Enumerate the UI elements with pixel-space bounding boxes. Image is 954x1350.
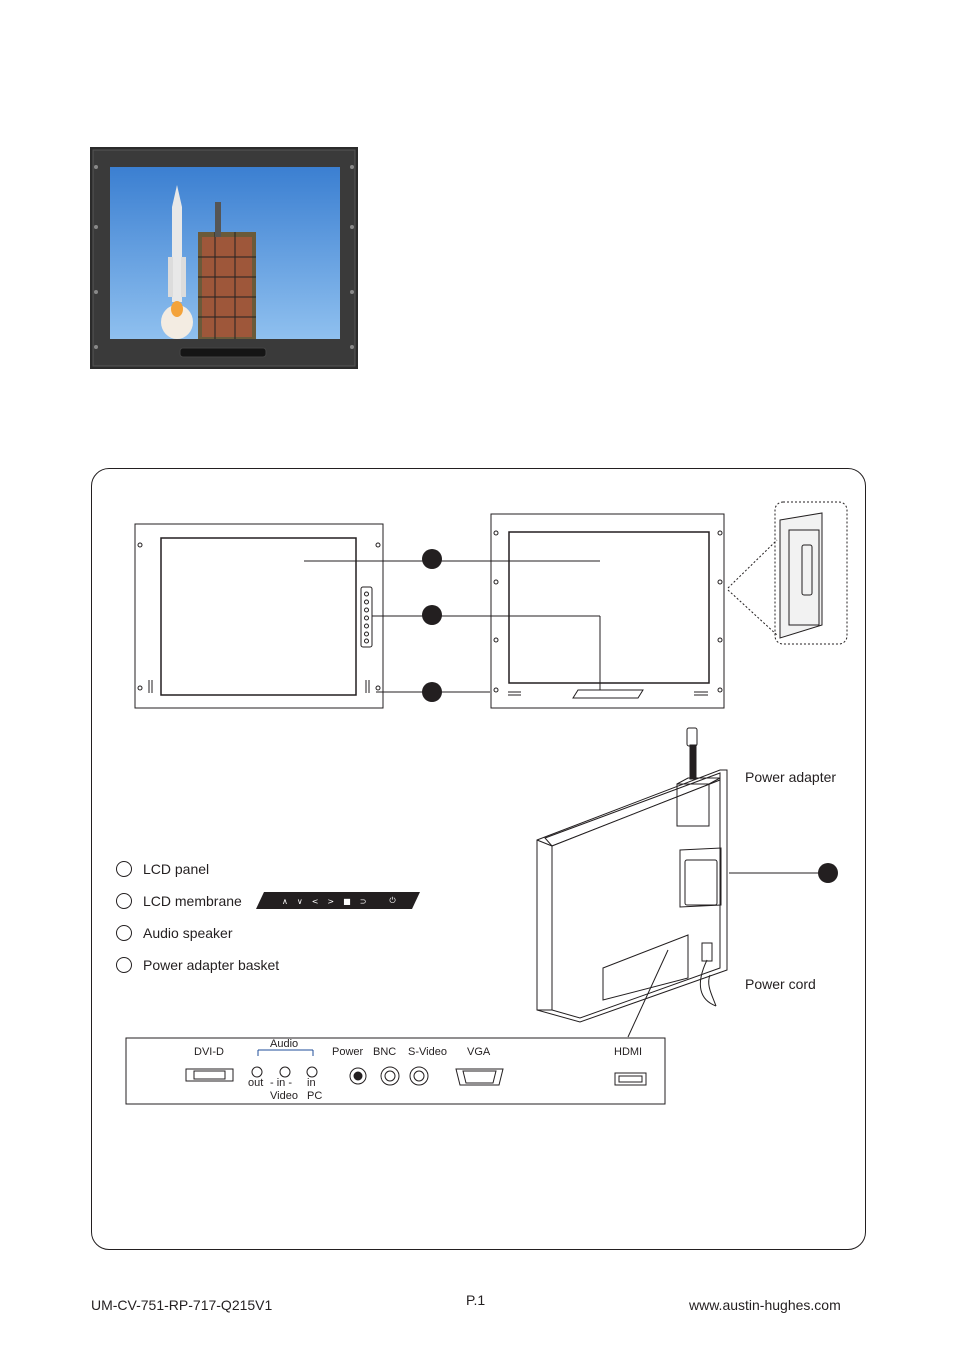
menu-key-icon: ■ [343,896,351,906]
power-key-icon: ⏻ [389,896,396,905]
right-key-icon: > [327,896,335,906]
legend-item-lcd-panel [116,859,209,879]
bnc-label: BNC [373,1046,397,1058]
front-view-monitor-a [135,524,383,708]
video-label: Video [270,1090,298,1102]
legend-marker [116,957,132,973]
power-cord-label: Power cord [745,976,816,992]
legend-label: LCD panel [143,861,210,877]
legend-item-power-adapter-basket [116,955,279,975]
audio-in-label-2: in [307,1077,316,1089]
legend-marker [116,925,132,941]
legend-marker [116,893,132,909]
callout-dot-4 [818,863,838,883]
front-view-monitor-b [491,514,724,708]
legend-item-audio-speaker [116,923,233,943]
legend-label: Audio speaker [143,925,233,941]
legend-item-lcd-membrane [116,891,242,911]
legend-marker [116,861,132,877]
vga-label: VGA [467,1046,491,1058]
up-key-icon: ∧ [282,896,288,906]
legend-label: Power adapter basket [143,957,280,973]
dvi-d-label: DVI-D [194,1046,224,1058]
left-key-icon: < [311,896,319,906]
audio-in-label-1: - in - [270,1077,292,1089]
power-adapter-label: Power adapter [745,769,837,785]
website-link[interactable]: www.austin-hughes.com [689,1297,841,1313]
callout-dot-2 [422,605,442,625]
power-label: Power [332,1046,364,1058]
legend-label: LCD membrane [143,893,242,909]
document-code: UM-CV-751-RP-717-Q215V1 [91,1297,273,1313]
hdmi-label: HDMI [614,1046,643,1058]
membrane-keys [282,893,402,909]
audio-out-label: out [248,1077,264,1089]
down-key-icon: ∨ [296,896,303,906]
callout-dot-3 [422,682,442,702]
s-video-label: S-Video [408,1046,447,1058]
callout-dot-1 [422,549,442,569]
page-number: P.1 [466,1292,486,1308]
return-key-icon: ⊃ [359,896,367,906]
pc-label: PC [307,1090,323,1102]
audio-label: Audio [270,1038,299,1050]
